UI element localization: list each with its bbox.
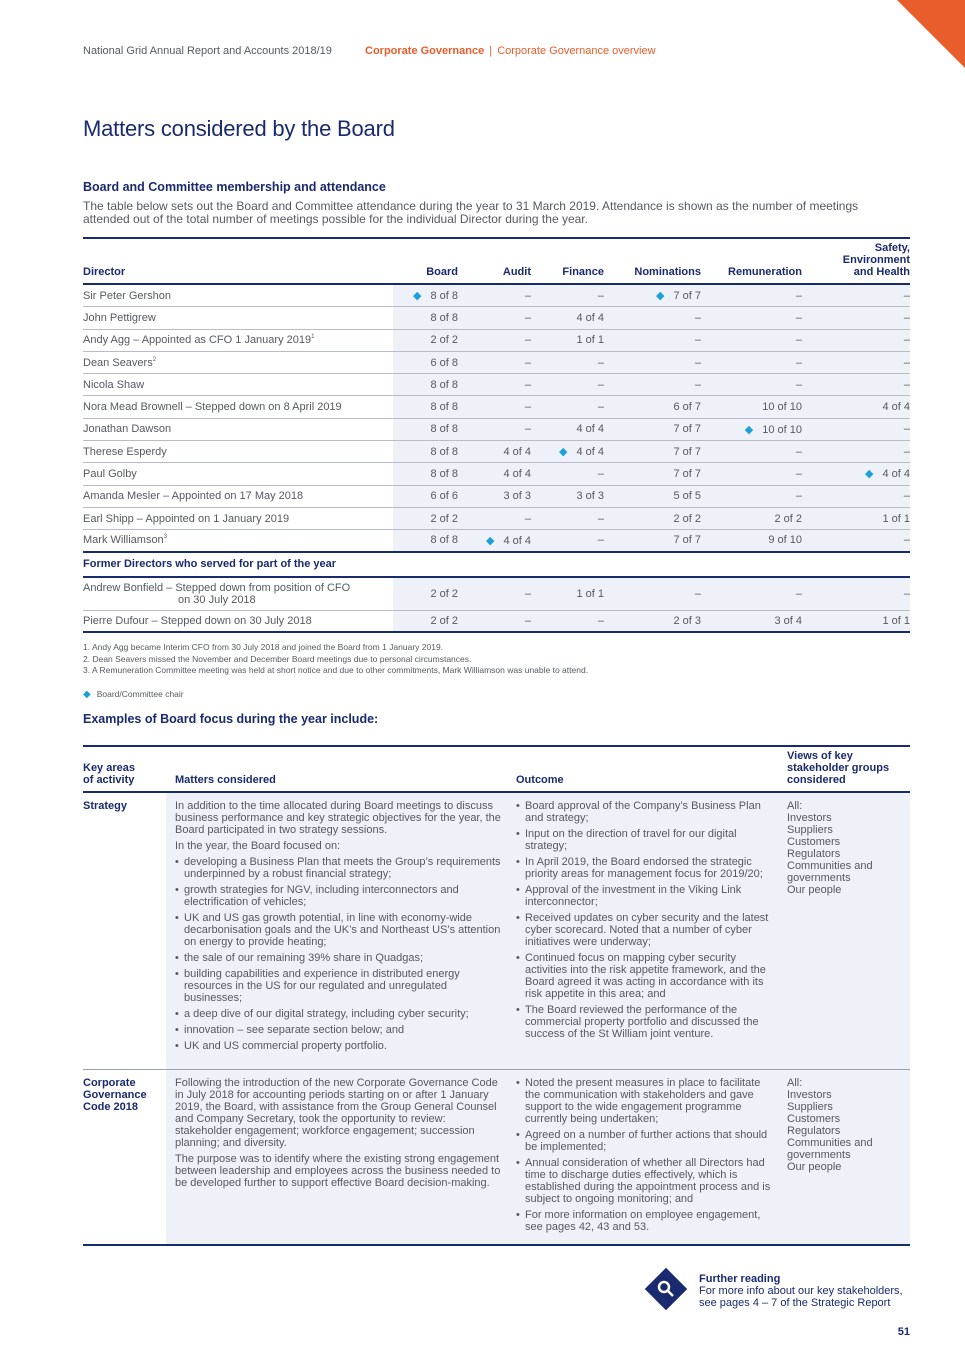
nominations-value: – <box>694 356 701 369</box>
audit-value: ◆ 4 of 4 <box>486 534 531 547</box>
audit-value: – <box>524 334 531 347</box>
col-remuneration: Remuneration <box>728 266 802 278</box>
director-name: Amanda Mesler – Appointed on 17 May 2018 <box>83 490 304 503</box>
she-value: 4 of 4 <box>882 401 910 414</box>
chair-diamond-icon: ◆ <box>559 446 568 459</box>
director-name: Mark Williamson$^3$ <box>83 534 168 547</box>
board-value: 2 of 2 <box>430 512 458 525</box>
chair-diamond-icon: ◆ <box>744 423 754 436</box>
table-row <box>83 441 910 463</box>
director-name: Andy Agg – Appointed as CFO 1 January 2019$^1$ <box>83 334 315 347</box>
she-value: – <box>903 423 910 436</box>
page-title: Matters considered by the Board <box>83 116 395 141</box>
remuneration-value: 2 of 2 <box>774 512 802 525</box>
audit-value: 4 of 4 <box>503 445 531 458</box>
board-value: 8 of 8 <box>430 311 458 324</box>
col-stakeholders: Views of key stakeholder groups considered <box>787 750 890 786</box>
col-nominations: Nominations <box>634 266 701 278</box>
remuneration-value: – <box>795 445 802 458</box>
board-value: 2 of 2 <box>430 614 458 627</box>
list-item: • UK and US gas growth potential, in line with economy-wide decarbonisation goals and the UK’s and Northeast US’s attention on energy to provide heating; <box>175 912 502 948</box>
attendance-table <box>83 237 910 633</box>
finance-value: – <box>597 534 604 547</box>
breadcrumb-separator: | <box>489 45 493 57</box>
board-value: 8 of 8 <box>430 445 458 458</box>
chair-diamond-icon: ◆ <box>865 468 874 481</box>
board-value: 8 of 8 <box>430 534 458 547</box>
nominations-value: 2 of 3 <box>673 614 701 627</box>
table-row <box>83 611 910 633</box>
table-header <box>83 237 910 285</box>
finance-value: – <box>597 289 604 302</box>
footnote-3: 3. A Remuneration Committee meeting was held at short notice and due to other commitments, Mark Williamson was unable to attend. <box>83 665 589 676</box>
remuneration-value: 3 of 4 <box>774 614 802 627</box>
col-director: Director <box>83 266 126 278</box>
remuneration-value: – <box>795 289 802 302</box>
audit-value: – <box>524 311 531 324</box>
remuneration-value: – <box>795 587 802 600</box>
list-item: • Annual consideration of whether all Directors had time to discharge duties effectively, which is established during the appointment process and is subject to ongoing monitoring; and <box>516 1157 775 1205</box>
list-item: • innovation – see separate section below; and <box>175 1024 502 1036</box>
table-row <box>83 486 910 508</box>
list-item: • a deep dive of our digital strategy, including cyber security; <box>175 1008 502 1020</box>
she-value: – <box>903 445 910 458</box>
stakeholder-groups: All: Investors Suppliers Customers Regulators Communities and governments Our people <box>787 1077 873 1173</box>
audit-value: – <box>524 587 531 600</box>
chair-diamond-icon: ◆ <box>486 534 495 547</box>
breadcrumb-section[interactable]: Corporate Governance <box>365 45 485 57</box>
focus-heading: Examples of Board focus during the year include: <box>83 712 379 726</box>
table-row <box>83 419 910 441</box>
director-name: Therese Esperdy <box>83 445 167 458</box>
table-row <box>83 396 910 418</box>
further-reading-text: For more info about our key stakeholders, see pages 4 – 7 of the Strategic Report <box>699 1285 903 1309</box>
director-name: Jonathan Dawson <box>83 423 172 436</box>
matters-considered: In addition to the time allocated during Board meetings to discuss business performance and key strategic objectives for the year, the Board participated in two strategy sessions. In the year, the Board focused on: • developing a Business Plan that meets the Group’s requirements underpinned by a robust financial strategy; • growth strategies for NGV, including interconnectors and electrification of vehicles; • UK and US gas growth potential, in line with economy-wide decarbonisation goals and the UK’s and Northeast US’s attention on energy to provide heating; • the sale of our remaining 39% share in Quadgas; • building capabilities and experience in distributed energy resources in the US for our regulated and unregulated businesses; • a deep dive of our digital strategy, including cyber security; • innovation – see separate section below; and • UK and US commercial property portfolio. <box>175 800 516 1069</box>
chair-diamond-icon: ◆ <box>413 290 422 303</box>
she-value: – <box>903 490 910 503</box>
list-item: • Noted the present measures in place to facilitate the communication with stakeholders and gave support to the wide engagement programme currently being undertaken; <box>516 1077 775 1125</box>
focus-row <box>83 793 910 1070</box>
further-reading[interactable] <box>645 1268 915 1313</box>
table-row <box>83 530 910 552</box>
page-number: 51 <box>897 1326 910 1338</box>
col-audit: Audit <box>502 266 531 278</box>
audit-value: – <box>524 423 531 436</box>
table-row <box>83 330 910 352</box>
table-row <box>83 352 910 374</box>
remuneration-value: – <box>795 490 802 503</box>
stakeholder-groups: All: Investors Suppliers Customers Regulators Communities and governments Our people <box>787 800 873 896</box>
remuneration-value: – <box>795 378 802 391</box>
list-item: • Received updates on cyber security and the latest cyber scorecard. Noted that a number of cyber initiatives were underway; <box>516 912 775 948</box>
nominations-value: – <box>694 334 701 347</box>
matters-considered: Following the introduction of the new Corporate Governance Code in July 2018 for accounting periods starting on or after 1 January 2019, the Board, with assistance from the Group General Counsel and Company Secretary, took the opportunity to review: stakeholder engagement; workforce engagement; succession planning; and diversity. The purpose was to identify where the existing strong engagement between leadership and employees across the business needed to be developed further to support effective Board decision-making. <box>175 1077 501 1189</box>
list-item: • The Board reviewed the performance of the commercial property portfolio and discussed the success of the St William joint venture. <box>516 1004 775 1040</box>
board-value: 8 of 8 <box>430 468 458 481</box>
table-row <box>83 285 910 307</box>
she-value: – <box>903 289 910 302</box>
breadcrumb <box>365 45 656 57</box>
finance-value: 1 of 1 <box>576 587 604 600</box>
she-value: ◆ 4 of 4 <box>865 468 910 481</box>
magnifier-icon <box>645 1268 687 1310</box>
director-name: Andrew Bonfield – Stepped down from position of CFO on 30 July 2018 <box>83 581 351 606</box>
audit-value: – <box>524 512 531 525</box>
col-key-areas: Key areas of activity <box>83 762 135 786</box>
audit-value: – <box>524 614 531 627</box>
legend-label: Board/Committee chair <box>96 689 184 699</box>
she-value: – <box>903 311 910 324</box>
remuneration-value: 9 of 10 <box>768 534 802 547</box>
remuneration-value: – <box>795 311 802 324</box>
focus-table <box>83 745 910 1246</box>
remuneration-value: – <box>795 468 802 481</box>
report-title: National Grid Annual Report and Accounts 2018/19 <box>83 45 332 57</box>
finance-value: – <box>597 378 604 391</box>
director-name: Nicola Shaw <box>83 378 145 391</box>
audit-value: 3 of 3 <box>503 490 531 503</box>
diamond-icon: ◆ <box>83 689 91 700</box>
finance-value: – <box>597 512 604 525</box>
col-finance: Finance <box>562 266 604 278</box>
board-value: 2 of 2 <box>430 334 458 347</box>
footnote-marker: 2 <box>152 356 157 363</box>
list-item: • growth strategies for NGV, including interconnectors and electrification of vehicles; <box>175 884 502 908</box>
list-item: • Agreed on a number of further actions that should be implemented; <box>516 1129 775 1153</box>
footnotes <box>83 642 588 677</box>
she-value: – <box>903 587 910 600</box>
footnote-marker: 1 <box>311 334 315 341</box>
list-item: • UK and US commercial property portfolio. <box>175 1040 502 1052</box>
finance-value: ◆ 4 of 4 <box>559 446 604 459</box>
audit-value: – <box>524 356 531 369</box>
finance-value: 1 of 1 <box>576 334 604 347</box>
she-value: 1 of 1 <box>882 512 910 525</box>
director-name: Paul Golby <box>83 468 137 481</box>
list-item: • Approval of the investment in the Viking Link interconnector; <box>516 884 775 908</box>
director-name: Sir Peter Gershon <box>83 289 172 302</box>
nominations-value: 5 of 5 <box>673 490 701 503</box>
nominations-value: 2 of 2 <box>673 512 701 525</box>
former-directors-heading <box>83 553 910 578</box>
nominations-value: 7 of 7 <box>673 445 701 458</box>
she-value: – <box>903 356 910 369</box>
remuneration-value: ◆ 10 of 10 <box>744 423 802 436</box>
nominations-value: 7 of 7 <box>673 423 701 436</box>
finance-value: – <box>597 401 604 414</box>
attendance-heading: Board and Committee membership and attendance <box>83 180 386 194</box>
outcome <box>516 1077 787 1244</box>
col-board: Board <box>426 266 458 278</box>
she-value: – <box>903 378 910 391</box>
director-name: John Pettigrew <box>83 311 156 324</box>
table-row <box>83 307 910 329</box>
audit-value: – <box>524 378 531 391</box>
board-value: 2 of 2 <box>430 587 458 600</box>
further-reading-title: Further reading <box>699 1273 781 1285</box>
board-value: 8 of 8 <box>430 378 458 391</box>
table-row <box>83 508 910 530</box>
key-area: Strategy <box>83 800 128 812</box>
table-row <box>83 463 910 485</box>
table-row <box>83 374 910 396</box>
audit-value: – <box>524 401 531 414</box>
table-body <box>83 285 910 553</box>
director-name: Pierre Dufour – Stepped down on 30 July 2018 <box>83 614 312 627</box>
audit-value: 4 of 4 <box>503 468 531 481</box>
finance-value: – <box>597 468 604 481</box>
board-value: 6 of 8 <box>430 356 458 369</box>
nominations-value: 7 of 7 <box>673 468 701 481</box>
board-value: 8 of 8 <box>430 401 458 414</box>
director-name: Nora Mead Brownell – Stepped down on 8 April 2019 <box>83 401 342 414</box>
nominations-value: 7 of 7 <box>673 534 701 547</box>
table-row <box>83 578 910 611</box>
nominations-value: – <box>694 378 701 391</box>
finance-value: 4 of 4 <box>576 311 604 324</box>
col-she: Safety, Environment and Health <box>842 242 910 278</box>
footnote-1: 1. Andy Agg became Interim CFO from 30 July 2018 and joined the Board from 1 January 2019. <box>83 642 444 652</box>
board-value: 6 of 6 <box>430 490 458 503</box>
attendance-intro: The table below sets out the Board and Committee attendance during the year to 31 March 2019. Attendance is shown as the number of meetings attended out of the total number of meetings possible for the individual Director during the year. <box>83 199 859 226</box>
col-matters: Matters considered <box>175 774 276 786</box>
focus-table-header <box>83 745 910 793</box>
she-value: – <box>903 334 910 347</box>
remuneration-value: – <box>795 356 802 369</box>
footnote-2: 2. Dean Seavers missed the November and December Board meetings due to personal circumstances. <box>83 653 472 664</box>
director-name: Dean Seavers$^2$ <box>83 356 157 369</box>
breadcrumb-subsection[interactable]: Corporate Governance overview <box>497 45 656 57</box>
she-value: – <box>903 534 910 547</box>
list-item: • the sale of our remaining 39% share in Quadgas; <box>175 952 502 964</box>
finance-value: – <box>597 614 604 627</box>
list-item: • In April 2019, the Board endorsed the strategic priority areas for management focus for 2019/20; <box>516 856 775 880</box>
former-heading-text: Former Directors who served for part of the year <box>83 558 337 571</box>
audit-value: – <box>524 289 531 302</box>
finance-value: 3 of 3 <box>576 490 604 503</box>
list-item: • Continued focus on mapping cyber security activities into the risk appetite framework, and the Board agreed it was acting in accordance with its risk appetite in this area; and <box>516 952 775 1000</box>
corner-accent <box>897 0 965 68</box>
list-item: • building capabilities and experience in distributed energy resources in the US for our regulated and unregulated businesses; <box>175 968 502 1004</box>
finance-value: – <box>597 356 604 369</box>
chair-diamond-icon: ◆ <box>656 290 665 303</box>
nominations-value: 6 of 7 <box>673 401 701 414</box>
list-item: • Input on the direction of travel for our digital strategy; <box>516 828 775 852</box>
footnote-marker: 3 <box>163 534 168 541</box>
chair-legend <box>83 689 184 700</box>
outcome <box>516 800 787 1069</box>
remuneration-value: – <box>795 334 802 347</box>
director-name: Earl Shipp – Appointed on 1 January 2019 <box>83 512 290 525</box>
focus-table-body <box>83 793 910 1246</box>
list-item: • For more information on employee engagement, see pages 42, 43 and 53. <box>516 1209 775 1233</box>
nominations-value: – <box>694 587 701 600</box>
finance-value: 4 of 4 <box>576 423 604 436</box>
list-item: • Board approval of the Company’s Business Plan and strategy; <box>516 800 775 824</box>
list-item: • developing a Business Plan that meets the Group’s requirements underpinned by a robust financial strategy; <box>175 856 502 880</box>
nominations-value: ◆ 7 of 7 <box>656 290 701 303</box>
key-area: Corporate Governance Code 2018 <box>83 1077 147 1113</box>
nominations-value: – <box>694 311 701 324</box>
she-value: 1 of 1 <box>882 614 910 627</box>
board-value: ◆ 8 of 8 <box>413 290 458 303</box>
col-outcome: Outcome <box>516 774 564 786</box>
remuneration-value: 10 of 10 <box>762 401 802 414</box>
focus-row <box>83 1070 910 1246</box>
board-value: 8 of 8 <box>430 423 458 436</box>
